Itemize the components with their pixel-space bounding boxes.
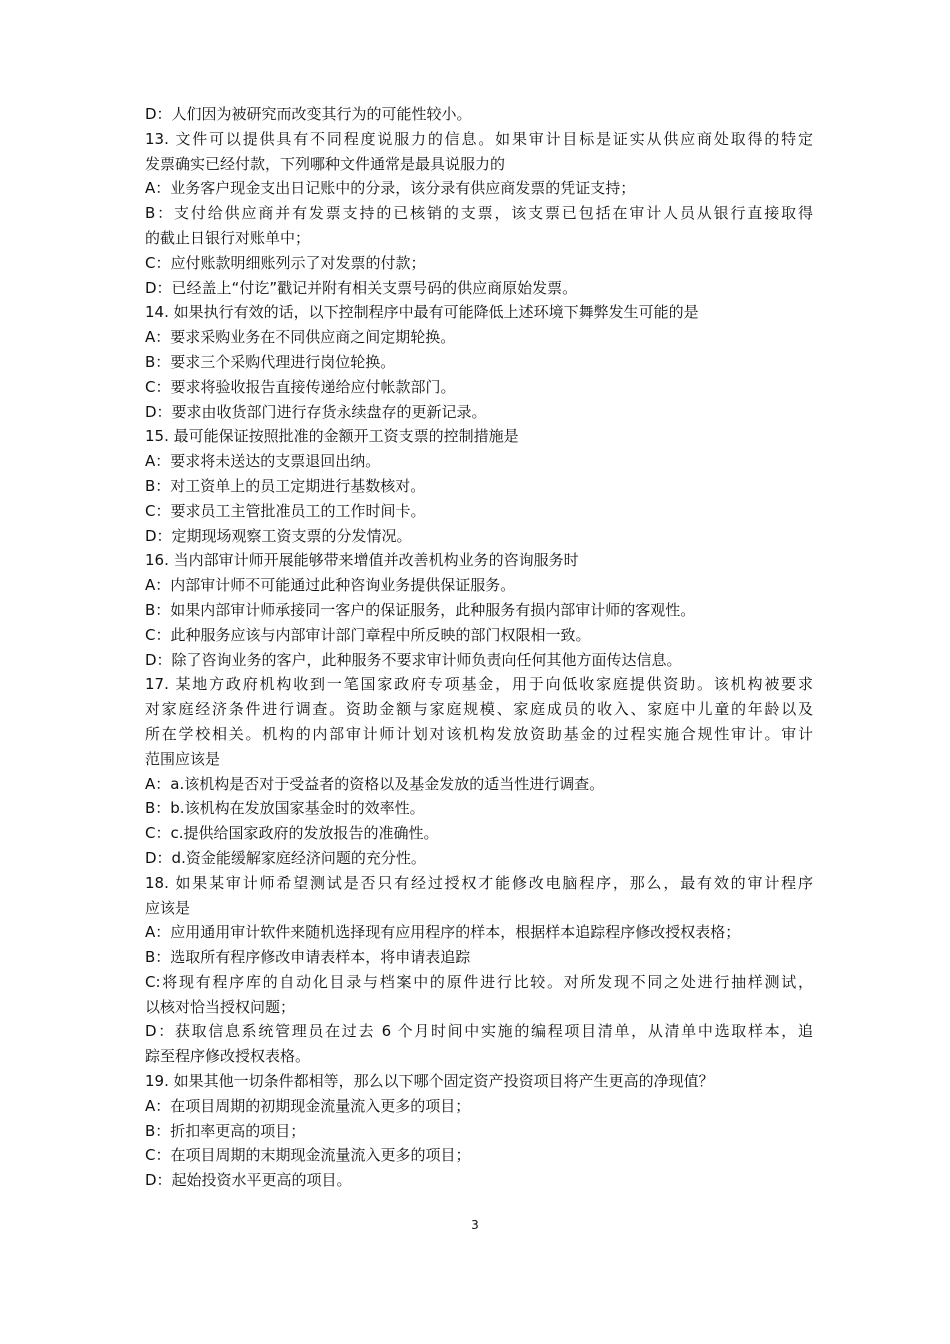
- text-line: A：内部审计师不可能通过此种咨询业务提供保证服务。: [145, 576, 516, 595]
- text-line: B：b.该机构在发放国家基金时的效率性。: [145, 799, 425, 818]
- text-line: C：在项目周期的末期现金流量流入更多的项目；: [145, 1146, 471, 1165]
- text-line: A：要求采购业务在不同供应商之间定期轮换。: [145, 328, 456, 347]
- text-line: 以核对恰当授权问题；: [145, 997, 296, 1016]
- text-line: D：起始投资水平更高的项目。: [145, 1171, 352, 1190]
- text-line: D：已经盖上“付讫”戳记并附有相关支票号码的供应商原始发票。: [145, 278, 578, 297]
- text-line: C:将现有程序库的自动化目录与档案中的原件进行比较。对所发现不同之处进行抽样测试，: [145, 972, 813, 991]
- text-line: B：选取所有程序修改申请表样本，将申请表追踪: [145, 948, 471, 967]
- text-line: 踪至程序修改授权表格。: [145, 1047, 311, 1066]
- text-line: 范围应该是: [145, 749, 221, 768]
- text-line: 所在学校相关。机构的内部审计师计划对该机构发放资助基金的过程实施合规性审计。审计: [145, 724, 813, 743]
- text-line: 13. 文件可以提供具有不同程度说服力的信息。如果审计目标是证实从供应商处取得的特定: [145, 129, 813, 148]
- text-line: 14. 如果执行有效的话，以下控制程序中最有可能降低上述环境下舞弊发生可能的是: [145, 303, 699, 322]
- text-line: D：要求由收货部门进行存货永续盘存的更新记录。: [145, 402, 487, 421]
- text-line: B：折扣率更高的项目；: [145, 1121, 306, 1140]
- text-line: C：要求员工主管批准员工的工作时间卡。: [145, 501, 426, 520]
- text-line: 应该是: [145, 898, 191, 917]
- text-line: B：要求三个采购代理进行岗位轮换。: [145, 352, 396, 371]
- text-line: C：应付账款明细账列示了对发票的付款；: [145, 253, 426, 272]
- text-line: C：要求将验收报告直接传递给应付帐款部门。: [145, 377, 456, 396]
- text-line: D：人们因为被研究而改变其行为的可能性较小。: [145, 105, 472, 123]
- text-line: 16. 当内部审计师开展能够带来增值并改善机构业务的咨询服务时: [145, 551, 579, 570]
- text-line: B：支付给供应商并有发票支持的已核销的支票，该支票已包括在审计人员从银行直接取得: [145, 204, 813, 223]
- text-line: B：如果内部审计师承接同一客户的保证服务，此种服务有损内部审计师的客观性。: [145, 600, 696, 619]
- text-line: 15. 最可能保证按照批准的金额开工资支票的控制措施是: [145, 427, 519, 446]
- text-line: D：d.资金能缓解家庭经济问题的充分性。: [145, 848, 426, 867]
- text-line: D：定期现场观察工资支票的分发情况。: [145, 526, 412, 545]
- text-line: C：此种服务应该与内部审计部门章程中所反映的部门权限相一致。: [145, 625, 591, 644]
- page-number: 3: [471, 1218, 479, 1232]
- text-line: 18. 如果某审计师希望测试是否只有经过授权才能修改电脑程序，那么，最有效的审计程序: [145, 873, 813, 892]
- text-line: B：对工资单上的员工定期进行基数核对。: [145, 476, 426, 495]
- text-line: A：应用通用审计软件来随机选择现有应用程序的样本，根据样本追踪程序修改授权表格；: [145, 923, 741, 942]
- text-line: 19. 如果其他一切条件都相等，那么以下哪个固定资产投资项目将产生更高的净现值？: [145, 1072, 714, 1091]
- text-line: A：a.该机构是否对于受益者的资格以及基金发放的适当性进行调查。: [145, 774, 605, 793]
- text-line: D：除了咨询业务的客户，此种服务不要求审计师负责向任何其他方面传达信息。: [145, 650, 682, 669]
- text-line: 对家庭经济条件进行调查。资助金额与家庭规模、家庭成员的收入、家庭中儿童的年龄以及: [145, 700, 813, 719]
- text-line: A：在项目周期的初期现金流量流入更多的项目；: [145, 1096, 471, 1115]
- document-body: [145, 102, 813, 1193]
- text-line: 17. 某地方政府机构收到一笔国家政府专项基金，用于向低收家庭提供资助。该机构被要求: [145, 675, 813, 694]
- text-line: A：业务客户现金支出日记账中的分录，该分录有供应商发票的凭证支持；: [145, 179, 636, 198]
- text-line: 的截止日银行对账单中；: [145, 228, 311, 247]
- text-line: D：获取信息系统管理员在过去 6 个月时间中实施的编程项目清单，从清单中选取样本，追: [145, 1022, 813, 1041]
- text-line: A：要求将未送达的支票退回出纳。: [145, 452, 381, 471]
- text-line: C：c.提供给国家政府的发放报告的准确性。: [145, 824, 439, 843]
- text-line: 发票确实已经付款，下列哪种文件通常是最具说服力的: [145, 154, 506, 173]
